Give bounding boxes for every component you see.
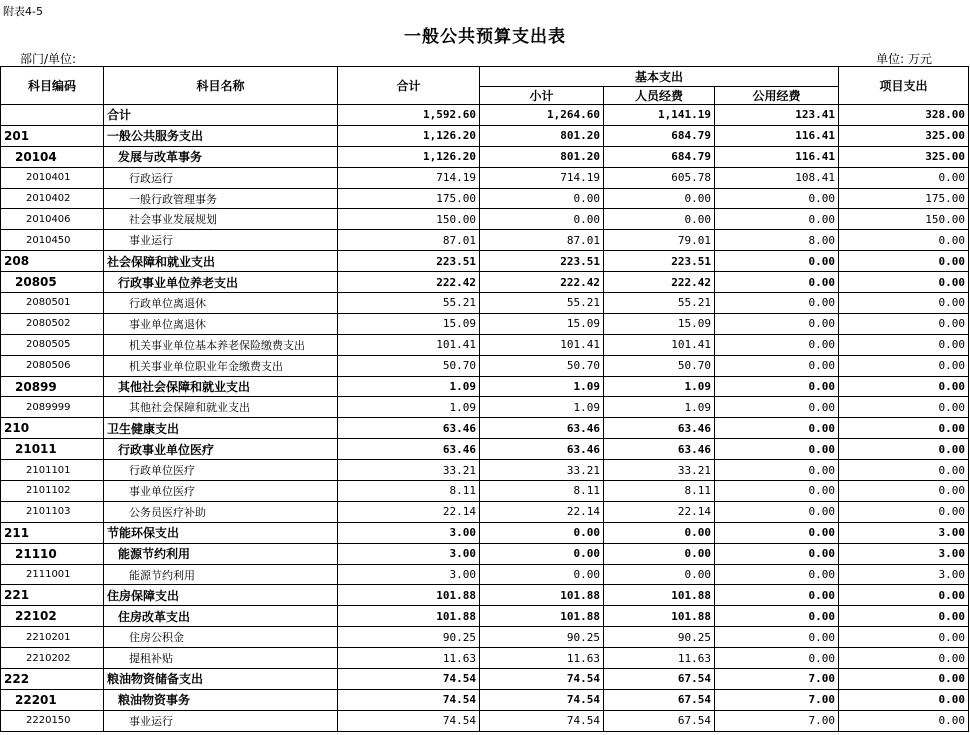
budget-table <box>0 66 969 732</box>
cell-name: 事业运行 <box>104 710 338 731</box>
cell-code: 2089999 <box>1 397 104 418</box>
cell-total: 101.41 <box>338 334 480 355</box>
cell-subtotal: 222.42 <box>480 272 604 293</box>
cell-name: 事业运行 <box>104 230 338 251</box>
cell-subtotal: 55.21 <box>480 293 604 314</box>
cell-name: 行政单位离退休 <box>104 293 338 314</box>
header-project: 项目支出 <box>839 67 969 105</box>
cell-public: 0.00 <box>715 606 839 627</box>
cell-project: 0.00 <box>839 460 969 481</box>
cell-subtotal: 1.09 <box>480 376 604 397</box>
cell-personnel: 1.09 <box>604 376 715 397</box>
table-row <box>1 105 969 126</box>
cell-personnel: 101.88 <box>604 585 715 606</box>
cell-subtotal: 0.00 <box>480 543 604 564</box>
table-row <box>1 627 969 648</box>
cell-subtotal: 11.63 <box>480 648 604 669</box>
cell-subtotal: 101.88 <box>480 606 604 627</box>
cell-project: 150.00 <box>839 209 969 230</box>
header-public: 公用经费 <box>715 87 839 105</box>
cell-project: 3.00 <box>839 543 969 564</box>
table-row <box>1 230 969 251</box>
cell-public: 0.00 <box>715 397 839 418</box>
cell-public: 0.00 <box>715 481 839 502</box>
cell-personnel: 55.21 <box>604 293 715 314</box>
cell-total: 3.00 <box>338 543 480 564</box>
table-row <box>1 334 969 355</box>
cell-name: 机关事业单位职业年金缴费支出 <box>104 355 338 376</box>
cell-total: 3.00 <box>338 564 480 585</box>
cell-code: 22102 <box>1 606 104 627</box>
cell-project: 325.00 <box>839 125 969 146</box>
table-row <box>1 543 969 564</box>
cell-code: 2010406 <box>1 209 104 230</box>
cell-name: 其他社会保障和就业支出 <box>104 376 338 397</box>
cell-public: 0.00 <box>715 627 839 648</box>
cell-name: 社会保障和就业支出 <box>104 251 338 272</box>
cell-name: 行政事业单位医疗 <box>104 439 338 460</box>
cell-total: 1,126.20 <box>338 146 480 167</box>
cell-code: 2080506 <box>1 355 104 376</box>
table-row <box>1 209 969 230</box>
page-title: 一般公共预算支出表 <box>404 27 566 47</box>
cell-project: 0.00 <box>839 376 969 397</box>
cell-subtotal: 1,264.60 <box>480 105 604 126</box>
cell-total: 11.63 <box>338 648 480 669</box>
table-row <box>1 585 969 606</box>
cell-personnel: 222.42 <box>604 272 715 293</box>
cell-total: 1.09 <box>338 397 480 418</box>
cell-project: 0.00 <box>839 251 969 272</box>
cell-total: 1.09 <box>338 376 480 397</box>
cell-name: 住房改革支出 <box>104 606 338 627</box>
cell-code: 208 <box>1 251 104 272</box>
cell-personnel: 63.46 <box>604 418 715 439</box>
cell-project: 0.00 <box>839 627 969 648</box>
table-row <box>1 710 969 731</box>
cell-code: 20899 <box>1 376 104 397</box>
cell-name: 机关事业单位基本养老保险缴费支出 <box>104 334 338 355</box>
cell-name: 节能环保支出 <box>104 522 338 543</box>
cell-code: 201 <box>1 125 104 146</box>
cell-total: 175.00 <box>338 188 480 209</box>
cell-subtotal: 223.51 <box>480 251 604 272</box>
cell-name: 公务员医疗补助 <box>104 501 338 522</box>
cell-public: 0.00 <box>715 313 839 334</box>
cell-code: 21110 <box>1 543 104 564</box>
table-row <box>1 460 969 481</box>
table-row <box>1 293 969 314</box>
header-code: 科目编码 <box>1 67 104 105</box>
header-total: 合计 <box>338 67 480 105</box>
cell-personnel: 90.25 <box>604 627 715 648</box>
cell-subtotal: 74.54 <box>480 689 604 710</box>
cell-public: 116.41 <box>715 125 839 146</box>
cell-subtotal: 101.88 <box>480 585 604 606</box>
cell-project: 0.00 <box>839 293 969 314</box>
cell-personnel: 1,141.19 <box>604 105 715 126</box>
cell-total: 63.46 <box>338 418 480 439</box>
cell-total: 33.21 <box>338 460 480 481</box>
cell-project: 0.00 <box>839 669 969 690</box>
cell-subtotal: 87.01 <box>480 230 604 251</box>
table-row <box>1 669 969 690</box>
cell-public: 7.00 <box>715 689 839 710</box>
cell-project: 328.00 <box>839 105 969 126</box>
cell-personnel: 0.00 <box>604 209 715 230</box>
cell-code: 211 <box>1 522 104 543</box>
cell-name: 卫生健康支出 <box>104 418 338 439</box>
cell-project: 325.00 <box>839 146 969 167</box>
cell-project: 0.00 <box>839 272 969 293</box>
cell-public: 0.00 <box>715 418 839 439</box>
cell-project: 3.00 <box>839 522 969 543</box>
table-row <box>1 167 969 188</box>
cell-subtotal: 63.46 <box>480 418 604 439</box>
cell-project: 0.00 <box>839 648 969 669</box>
cell-personnel: 0.00 <box>604 522 715 543</box>
table-row <box>1 313 969 334</box>
cell-subtotal: 15.09 <box>480 313 604 334</box>
cell-name: 社会事业发展规划 <box>104 209 338 230</box>
cell-project: 0.00 <box>839 501 969 522</box>
table-row <box>1 376 969 397</box>
cell-public: 0.00 <box>715 376 839 397</box>
cell-total: 74.54 <box>338 669 480 690</box>
cell-personnel: 684.79 <box>604 125 715 146</box>
department-label: 部门/单位: <box>20 52 77 66</box>
cell-name: 行政单位医疗 <box>104 460 338 481</box>
cell-code: 222 <box>1 669 104 690</box>
cell-subtotal: 801.20 <box>480 125 604 146</box>
cell-name: 行政事业单位养老支出 <box>104 272 338 293</box>
cell-project: 3.00 <box>839 564 969 585</box>
cell-total: 8.11 <box>338 481 480 502</box>
cell-total: 90.25 <box>338 627 480 648</box>
cell-public: 0.00 <box>715 543 839 564</box>
header-subtotal: 小计 <box>480 87 604 105</box>
cell-public: 0.00 <box>715 439 839 460</box>
cell-total: 101.88 <box>338 606 480 627</box>
cell-total: 3.00 <box>338 522 480 543</box>
table-row <box>1 689 969 710</box>
cell-total: 87.01 <box>338 230 480 251</box>
table-row <box>1 522 969 543</box>
cell-total: 101.88 <box>338 585 480 606</box>
cell-subtotal: 0.00 <box>480 209 604 230</box>
cell-total: 74.54 <box>338 689 480 710</box>
cell-project: 0.00 <box>839 481 969 502</box>
cell-subtotal: 801.20 <box>480 146 604 167</box>
cell-public: 0.00 <box>715 460 839 481</box>
table-row <box>1 397 969 418</box>
cell-project: 0.00 <box>839 397 969 418</box>
cell-personnel: 1.09 <box>604 397 715 418</box>
cell-total: 55.21 <box>338 293 480 314</box>
cell-personnel: 33.21 <box>604 460 715 481</box>
cell-code: 2010402 <box>1 188 104 209</box>
cell-subtotal: 101.41 <box>480 334 604 355</box>
cell-code: 2101103 <box>1 501 104 522</box>
cell-personnel: 50.70 <box>604 355 715 376</box>
cell-subtotal: 8.11 <box>480 481 604 502</box>
cell-subtotal: 74.54 <box>480 710 604 731</box>
cell-public: 108.41 <box>715 167 839 188</box>
cell-public: 7.00 <box>715 710 839 731</box>
cell-public: 0.00 <box>715 522 839 543</box>
cell-total: 1,592.60 <box>338 105 480 126</box>
cell-project: 0.00 <box>839 439 969 460</box>
cell-name: 事业单位离退休 <box>104 313 338 334</box>
cell-public: 0.00 <box>715 648 839 669</box>
cell-public: 0.00 <box>715 209 839 230</box>
cell-project: 0.00 <box>839 606 969 627</box>
cell-code: 2210202 <box>1 648 104 669</box>
cell-code: 2010401 <box>1 167 104 188</box>
cell-project: 0.00 <box>839 230 969 251</box>
cell-subtotal: 50.70 <box>480 355 604 376</box>
cell-project: 0.00 <box>839 585 969 606</box>
cell-personnel: 605.78 <box>604 167 715 188</box>
cell-public: 0.00 <box>715 564 839 585</box>
cell-public: 7.00 <box>715 669 839 690</box>
cell-code <box>1 105 104 126</box>
unit-label: 单位: 万元 <box>876 52 932 66</box>
cell-code: 2210201 <box>1 627 104 648</box>
cell-project: 0.00 <box>839 334 969 355</box>
cell-total: 714.19 <box>338 167 480 188</box>
annex-label: 附表4-5 <box>3 5 43 18</box>
cell-code: 20104 <box>1 146 104 167</box>
table-row <box>1 125 969 146</box>
cell-code: 221 <box>1 585 104 606</box>
cell-personnel: 63.46 <box>604 439 715 460</box>
table-row <box>1 355 969 376</box>
cell-name: 事业单位医疗 <box>104 481 338 502</box>
cell-code: 20805 <box>1 272 104 293</box>
cell-code: 2080501 <box>1 293 104 314</box>
cell-personnel: 0.00 <box>604 564 715 585</box>
cell-public: 0.00 <box>715 251 839 272</box>
cell-project: 0.00 <box>839 313 969 334</box>
cell-total: 74.54 <box>338 710 480 731</box>
cell-public: 0.00 <box>715 585 839 606</box>
cell-name: 住房保障支出 <box>104 585 338 606</box>
cell-public: 0.00 <box>715 272 839 293</box>
cell-personnel: 0.00 <box>604 188 715 209</box>
cell-personnel: 22.14 <box>604 501 715 522</box>
cell-total: 63.46 <box>338 439 480 460</box>
cell-total: 50.70 <box>338 355 480 376</box>
cell-subtotal: 33.21 <box>480 460 604 481</box>
cell-project: 175.00 <box>839 188 969 209</box>
header-name: 科目名称 <box>104 67 338 105</box>
cell-personnel: 67.54 <box>604 710 715 731</box>
cell-code: 2111001 <box>1 564 104 585</box>
cell-total: 15.09 <box>338 313 480 334</box>
cell-name: 行政运行 <box>104 167 338 188</box>
cell-public: 116.41 <box>715 146 839 167</box>
cell-name: 能源节约利用 <box>104 543 338 564</box>
cell-public: 0.00 <box>715 293 839 314</box>
cell-personnel: 223.51 <box>604 251 715 272</box>
cell-total: 222.42 <box>338 272 480 293</box>
cell-total: 1,126.20 <box>338 125 480 146</box>
cell-project: 0.00 <box>839 355 969 376</box>
cell-code: 2080502 <box>1 313 104 334</box>
table-row <box>1 418 969 439</box>
table-row <box>1 188 969 209</box>
cell-personnel: 101.88 <box>604 606 715 627</box>
table-row <box>1 564 969 585</box>
cell-subtotal: 22.14 <box>480 501 604 522</box>
cell-code: 2080505 <box>1 334 104 355</box>
cell-public: 0.00 <box>715 355 839 376</box>
cell-personnel: 101.41 <box>604 334 715 355</box>
cell-public: 0.00 <box>715 334 839 355</box>
cell-public: 123.41 <box>715 105 839 126</box>
cell-name: 提租补贴 <box>104 648 338 669</box>
cell-code: 21011 <box>1 439 104 460</box>
cell-code: 2010450 <box>1 230 104 251</box>
cell-subtotal: 714.19 <box>480 167 604 188</box>
cell-public: 8.00 <box>715 230 839 251</box>
cell-personnel: 684.79 <box>604 146 715 167</box>
table-body <box>1 105 969 732</box>
cell-subtotal: 0.00 <box>480 522 604 543</box>
cell-code: 2220150 <box>1 710 104 731</box>
header-basic: 基本支出 <box>480 67 839 87</box>
cell-code: 2101101 <box>1 460 104 481</box>
table-row <box>1 606 969 627</box>
cell-code: 2101102 <box>1 481 104 502</box>
table-row <box>1 272 969 293</box>
table-row <box>1 146 969 167</box>
cell-name: 发展与改革事务 <box>104 146 338 167</box>
cell-subtotal: 0.00 <box>480 188 604 209</box>
cell-code: 22201 <box>1 689 104 710</box>
cell-personnel: 8.11 <box>604 481 715 502</box>
cell-public: 0.00 <box>715 188 839 209</box>
cell-project: 0.00 <box>839 167 969 188</box>
cell-name: 其他社会保障和就业支出 <box>104 397 338 418</box>
table-row <box>1 439 969 460</box>
cell-name: 粮油物资事务 <box>104 689 338 710</box>
cell-name: 粮油物资储备支出 <box>104 669 338 690</box>
cell-personnel: 67.54 <box>604 669 715 690</box>
cell-subtotal: 63.46 <box>480 439 604 460</box>
cell-subtotal: 1.09 <box>480 397 604 418</box>
cell-project: 0.00 <box>839 710 969 731</box>
cell-name: 合计 <box>104 105 338 126</box>
cell-project: 0.00 <box>839 689 969 710</box>
cell-total: 223.51 <box>338 251 480 272</box>
cell-personnel: 67.54 <box>604 689 715 710</box>
cell-personnel: 79.01 <box>604 230 715 251</box>
cell-total: 22.14 <box>338 501 480 522</box>
cell-personnel: 0.00 <box>604 543 715 564</box>
table-row <box>1 648 969 669</box>
cell-name: 一般行政管理事务 <box>104 188 338 209</box>
cell-name: 一般公共服务支出 <box>104 125 338 146</box>
cell-subtotal: 0.00 <box>480 564 604 585</box>
table-row <box>1 481 969 502</box>
cell-name: 能源节约利用 <box>104 564 338 585</box>
cell-personnel: 11.63 <box>604 648 715 669</box>
table-row <box>1 251 969 272</box>
cell-total: 150.00 <box>338 209 480 230</box>
header-personnel: 人员经费 <box>604 87 715 105</box>
cell-name: 住房公积金 <box>104 627 338 648</box>
cell-personnel: 15.09 <box>604 313 715 334</box>
cell-subtotal: 74.54 <box>480 669 604 690</box>
table-row <box>1 501 969 522</box>
cell-public: 0.00 <box>715 501 839 522</box>
cell-code: 210 <box>1 418 104 439</box>
cell-subtotal: 90.25 <box>480 627 604 648</box>
cell-project: 0.00 <box>839 418 969 439</box>
